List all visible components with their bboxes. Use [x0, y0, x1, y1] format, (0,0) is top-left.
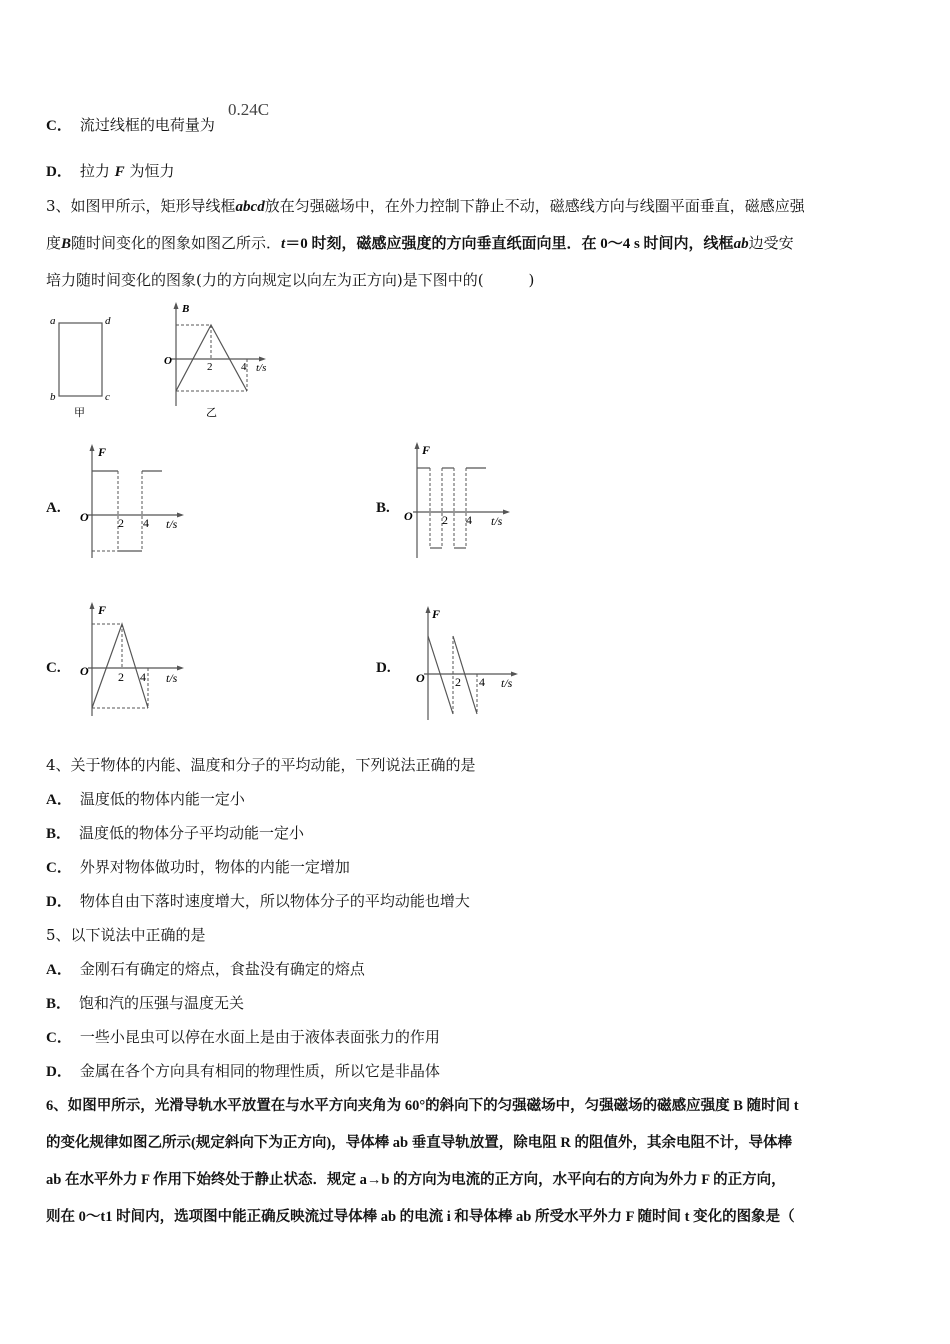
q3-option-a-graph	[78, 440, 193, 565]
svg-text:O: O	[80, 664, 89, 678]
q4-option-c[interactable]: C． 外界对物体做功时，物体的内能一定增加	[46, 858, 350, 876]
svg-text:d: d	[105, 315, 111, 327]
q3-option-d-label[interactable]: D.	[376, 660, 391, 676]
q3-option-b-label[interactable]: B.	[376, 500, 390, 516]
svg-text:F: F	[432, 607, 441, 621]
svg-text:乙: 乙	[206, 407, 217, 419]
q4-option-b[interactable]: B． 温度低的物体分子平均动能一定小	[46, 824, 305, 842]
svg-text:2: 2	[207, 361, 213, 373]
svg-text:2: 2	[118, 670, 124, 684]
svg-text:b: b	[50, 391, 56, 403]
svg-text:B: B	[182, 303, 190, 315]
svg-text:O: O	[416, 671, 425, 685]
svg-text:O: O	[80, 510, 89, 524]
q3-option-d-graph	[404, 602, 529, 727]
figure-jia-rectangle-loop	[44, 310, 124, 420]
svg-text:2: 2	[455, 675, 461, 689]
svg-text:O: O	[164, 355, 172, 367]
svg-text:4: 4	[143, 516, 149, 530]
q5-option-a[interactable]: A． 金刚石有确定的熔点，食盐没有确定的熔点	[46, 960, 365, 978]
q2-option-c: C． 流过线框的电荷量为	[46, 116, 215, 134]
svg-text:2: 2	[442, 513, 448, 527]
svg-text:4: 4	[241, 361, 247, 373]
svg-text:t/s: t/s	[491, 514, 503, 528]
svg-text:F: F	[422, 443, 431, 457]
q4-option-a[interactable]: A． 温度低的物体内能一定小	[46, 790, 245, 808]
q5-option-b[interactable]: B． 饱和汽的压强与温度无关	[46, 994, 245, 1012]
q2-option-d: D． 拉力 F 为恒力	[46, 162, 175, 180]
q3-stem-line2: 度B随时间变化的图象如图乙所示．t＝0 时刻，磁感应强度的方向垂直纸面向里．在 0～4 s 时间内，线框ab边受安	[46, 234, 794, 252]
q3-option-a-label[interactable]: A.	[46, 500, 61, 516]
svg-text:F: F	[98, 603, 107, 617]
svg-text:4: 4	[140, 670, 146, 684]
svg-text:c: c	[105, 391, 110, 403]
q3-stem-line3: 培力随时间变化的图象(力的方向规定以向左为正方向)是下图中的( )	[46, 271, 535, 289]
q3-option-c-label[interactable]: C.	[46, 660, 61, 676]
svg-text:t/s: t/s	[256, 362, 267, 374]
svg-text:O: O	[404, 509, 413, 523]
svg-text:t/s: t/s	[501, 676, 513, 690]
q3-option-b-graph	[404, 440, 524, 565]
q6-stem-line4: 则在 0～t1 时间内，选项图中能正确反映流过导体棒 ab 的电流 i 和导体棒 ab 所受水平外力 F 随时间 t 变化的图象是（	[46, 1209, 795, 1225]
figure-yi-b-vs-t-graph	[160, 300, 280, 422]
svg-text:4: 4	[466, 513, 472, 527]
q6-stem-line2: 的变化规律如图乙所示(规定斜向下为正方向)，导体棒 ab 垂直导轨放置，除电阻 R 的阻值外，其余电阻不计，导体棒	[46, 1135, 792, 1151]
svg-text:2: 2	[118, 516, 124, 530]
svg-text:t/s: t/s	[166, 671, 178, 685]
q3-stem-line1: 3、如图甲所示，矩形导线框abcd放在匀强磁场中，在外力控制下静止不动，磁感线方向与线圈平面垂直，磁感应强	[46, 197, 805, 215]
svg-text:4: 4	[479, 675, 485, 689]
svg-text:a: a	[50, 315, 56, 327]
q3-option-c-graph	[78, 598, 193, 723]
svg-text:甲: 甲	[74, 407, 85, 419]
q6-stem-line1: 6、如图甲所示，光滑导轨水平放置在与水平方向夹角为 60°的斜向下的匀强磁场中，匀强磁场的磁感应强度 B 随时间 t	[46, 1098, 799, 1114]
q5-option-d[interactable]: D． 金属在各个方向具有相同的物理性质，所以它是非晶体	[46, 1062, 440, 1080]
q4-option-d[interactable]: D． 物体自由下落时速度增大，所以物体分子的平均动能也增大	[46, 892, 470, 910]
q4-stem: 4、关于物体的内能、温度和分子的平均动能，下列说法正确的是	[46, 756, 476, 774]
q2-option-c-value: 0.24C	[228, 100, 270, 119]
svg-text:F: F	[98, 445, 107, 459]
q6-stem-line3: ab 在水平外力 F 作用下始终处于静止状态．规定 a→b 的方向为电流的正方向，水平向右的方向为外力 F 的正方向，	[46, 1172, 786, 1188]
q5-stem: 5、以下说法中正确的是	[46, 926, 206, 944]
svg-text:t/s: t/s	[166, 517, 178, 531]
q5-option-c[interactable]: C． 一些小昆虫可以停在水面上是由于液体表面张力的作用	[46, 1028, 440, 1046]
